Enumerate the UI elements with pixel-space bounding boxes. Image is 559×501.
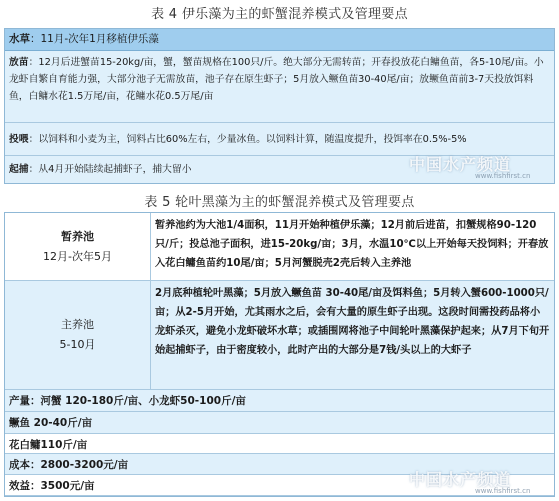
stage-title: 暂养池 bbox=[61, 229, 94, 243]
table5 bbox=[4, 212, 555, 497]
table5-stage-text: 暂养池约为大池1/4面积，11月开始种植伊乐藻；12月前后进苗，扣蟹规格90-120只/斤；投总池子面积，进15-20kg/亩；3月，水温10℃以上开始每天投饲料；开春放入花白鳙鱼苗约10尾/亩；5月河蟹脱壳2壳后转入主养池 bbox=[155, 220, 549, 269]
table4-row-stocking bbox=[5, 51, 554, 123]
table4-header-row bbox=[5, 29, 554, 51]
table5-row-main-pond bbox=[5, 281, 554, 390]
table4-row-text: ：12月后进蟹苗15-20kg/亩，蟹，蟹苗规格在100只/斤。绝大部分无需转苗；开春投放花白鳙鱼苗，各5-10尾/亩。小龙虾自繁自育能力强，大部分池子无需放苗，池子存在原生虾子；5月放入鳜鱼苗30-40尾/亩；放鳜鱼苗前3-7天投放饵料鱼，白鳙水花1.5万尾/亩，花鳙水花0.5万尾/亩 bbox=[9, 57, 544, 102]
table5-row-mandarin-fish: 鳜鱼 20-40斤/亩 bbox=[5, 412, 554, 434]
table4-row-label: 投喂 bbox=[9, 134, 29, 145]
table4-watermark-url: www.fishfirst.cn bbox=[475, 172, 531, 180]
stage-period: 5-10月 bbox=[59, 338, 96, 351]
table4-header-label: 水草 bbox=[9, 33, 30, 45]
table4-row-label: 起捕 bbox=[9, 164, 29, 175]
table5-row-cost: 成本：2800-3200元/亩 bbox=[5, 454, 554, 475]
table5-caption: 表 5 轮叶黑藻为主的虾蟹混养模式及管理要点 bbox=[144, 195, 415, 210]
table5-watermark-logo: 中国水产频道 bbox=[409, 470, 512, 489]
table5-row-nursery bbox=[5, 213, 554, 281]
table5-row-profit: 效益：3500元/亩 bbox=[5, 475, 554, 496]
table4-caption: 表 4 伊乐藻为主的虾蟹混养模式及管理要点 bbox=[151, 7, 408, 22]
stage-period: 12月-次年5月 bbox=[43, 249, 112, 263]
table4-row-text: ：以饲料和小麦为主，饲料占比60%左右，少量冰鱼。以饲料计算，随温度提升，投饵率在0.5%-5% bbox=[28, 134, 467, 145]
table5-row-carp: 花白鳙110斤/亩 bbox=[5, 434, 554, 454]
table5-watermark-url: www.fishfirst.cn bbox=[475, 487, 531, 495]
stage-title: 主养池 bbox=[61, 318, 94, 331]
table5-stage-label bbox=[5, 213, 151, 280]
table5-stage-label bbox=[5, 281, 151, 389]
table4-row-label: 放苗 bbox=[9, 57, 29, 68]
table4 bbox=[4, 28, 555, 184]
table5-row-yield: 产量：河蟹 120-180斤/亩、小龙虾50-100斤/亩 bbox=[5, 390, 554, 412]
table4-header-text: ：11月-次年1月移植伊乐藻 bbox=[30, 33, 159, 45]
table4-watermark-logo: 中国水产频道 bbox=[409, 155, 512, 174]
table4-row-text: ：从4月开始陆续起捕虾子，捕大留小 bbox=[28, 164, 192, 175]
table5-stage-text: 2月底种植轮叶黑藻；5月放入鳜鱼苗 30-40尾/亩及饵料鱼；5月转入蟹600-1000只/亩；从2-5月开始，尤其雨水之后，会有大量的原生虾子出现。这段时间需投药品将小龙虾杀灭，避免小龙虾破坏水草；或插围网将池子中间轮叶黑藻保护起来；从7月下旬开始起捕虾子，由于密度较小，此时产出的大部分是7钱/头以上的大虾子 bbox=[155, 288, 550, 356]
